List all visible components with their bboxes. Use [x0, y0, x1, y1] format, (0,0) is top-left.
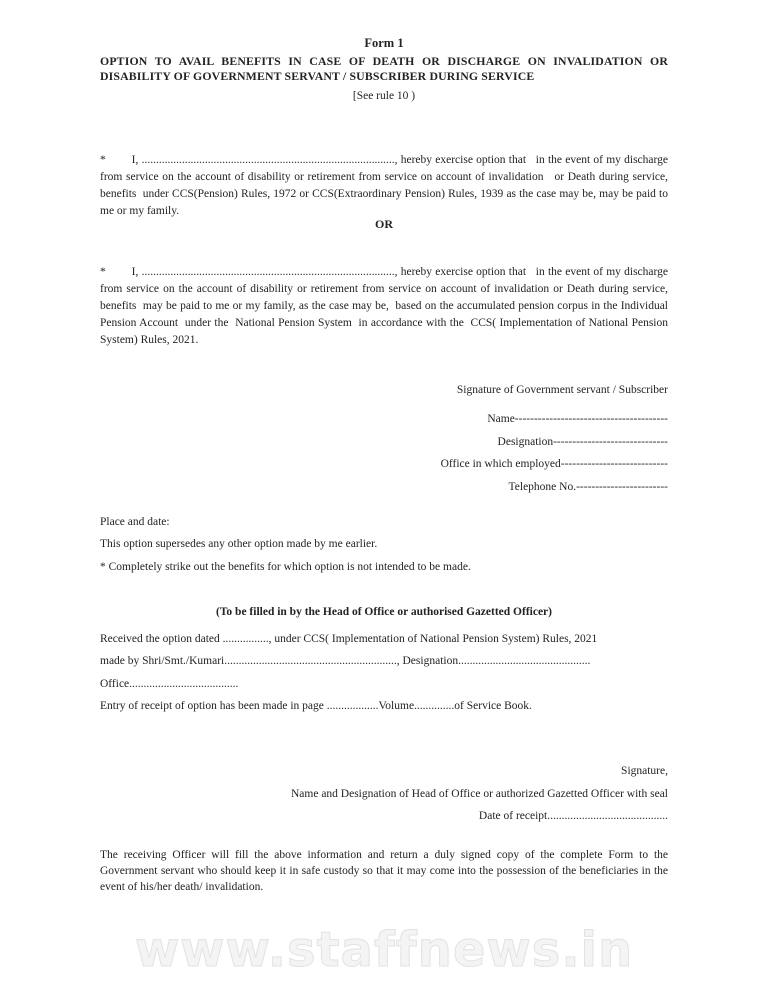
- receiving-officer-note: The receiving Officer will fill the above information and return a duly signed copy of the complete Form to the Government servant who should keep it in safe custody so that it may come into the possession of the beneficiaries in the event of his/her death/ invalidation.: [100, 849, 668, 893]
- received-option-line: Received the option dated ................, under CCS( Implementation of National Pension System) Rules, 2021: [100, 633, 598, 645]
- servant-signature-block: [100, 379, 668, 498]
- made-by-line: made by Shri/Smt./Kumari............................................................, Designation..............................................: [100, 655, 591, 668]
- officer-name-designation-label: Name and Designation of Head of Office or authorized Gazetted Officer with seal: [290, 787, 668, 800]
- form-number: Form 1: [364, 36, 404, 50]
- rule-reference: [See rule 10 ): [352, 90, 416, 102]
- servant-signature-caption: Signature of Government servant / Subscriber: [456, 384, 668, 396]
- office-section-block: [100, 628, 668, 718]
- place-and-date-label: Place and date:: [100, 516, 170, 528]
- telephone-field-line: Telephone No.------------------------: [508, 480, 668, 493]
- designation-field-line: Designation------------------------------: [497, 435, 668, 448]
- officer-signature-label: Signature,: [621, 765, 668, 777]
- watermark: www.staffnews.in: [134, 922, 634, 978]
- option-2-paragraph: * I, ........................................................................................, hereby exercise option that in the event of my discharge from service on the account of disability or retirement from service on account of invalidation or Death during service, benefits may be paid to me or my family, as the case may be, based on the accumulated pension corpus in the Individual Pension Account under the National Pension System in accordance with the CCS( Implementation of National Pension System) Rules, 2021.: [100, 266, 674, 346]
- service-book-entry-line: Entry of receipt of option has been made in page ..................Volume..............of Service Book.: [100, 700, 532, 713]
- office-field-line: Office......................................: [100, 677, 239, 690]
- name-field-line: Name----------------------------------------: [487, 413, 668, 425]
- option-1-paragraph: * I, ........................................................................................, hereby exercise option that in the event of my discharge from service on the account of disability or retirement from service on account of invalidation or Death during service, benefits under CCS(Pension) Rules, 1972 or CCS(Extraordinary Pension) Rules, 1939 as the case may be, may be paid to me or my family.: [100, 154, 674, 217]
- or-separator: OR: [375, 217, 393, 231]
- office-section-heading: (To be filled in by the Head of Office or authorised Gazetted Officer): [215, 606, 552, 618]
- strike-out-note: * Completely strike out the benefits for which option is not intended to be made.: [100, 560, 471, 573]
- date-of-receipt-line: Date of receipt..........................................: [478, 810, 668, 822]
- officer-signature-block: [100, 760, 668, 828]
- form-content: [100, 0, 674, 994]
- declarations-block: [100, 511, 668, 578]
- office-employed-field-line: Office in which employed----------------------------: [440, 458, 668, 470]
- supersede-note: This option supersedes any other option made by me earlier.: [100, 538, 378, 551]
- form-title: OPTION TO AVAIL BENEFITS IN CASE OF DEATH OR DISCHARGE ON INVALIDATION OR DISABILITY OF GOVERNMENT SERVANT / SUBSCRIBER DURING SERVICE: [100, 54, 668, 83]
